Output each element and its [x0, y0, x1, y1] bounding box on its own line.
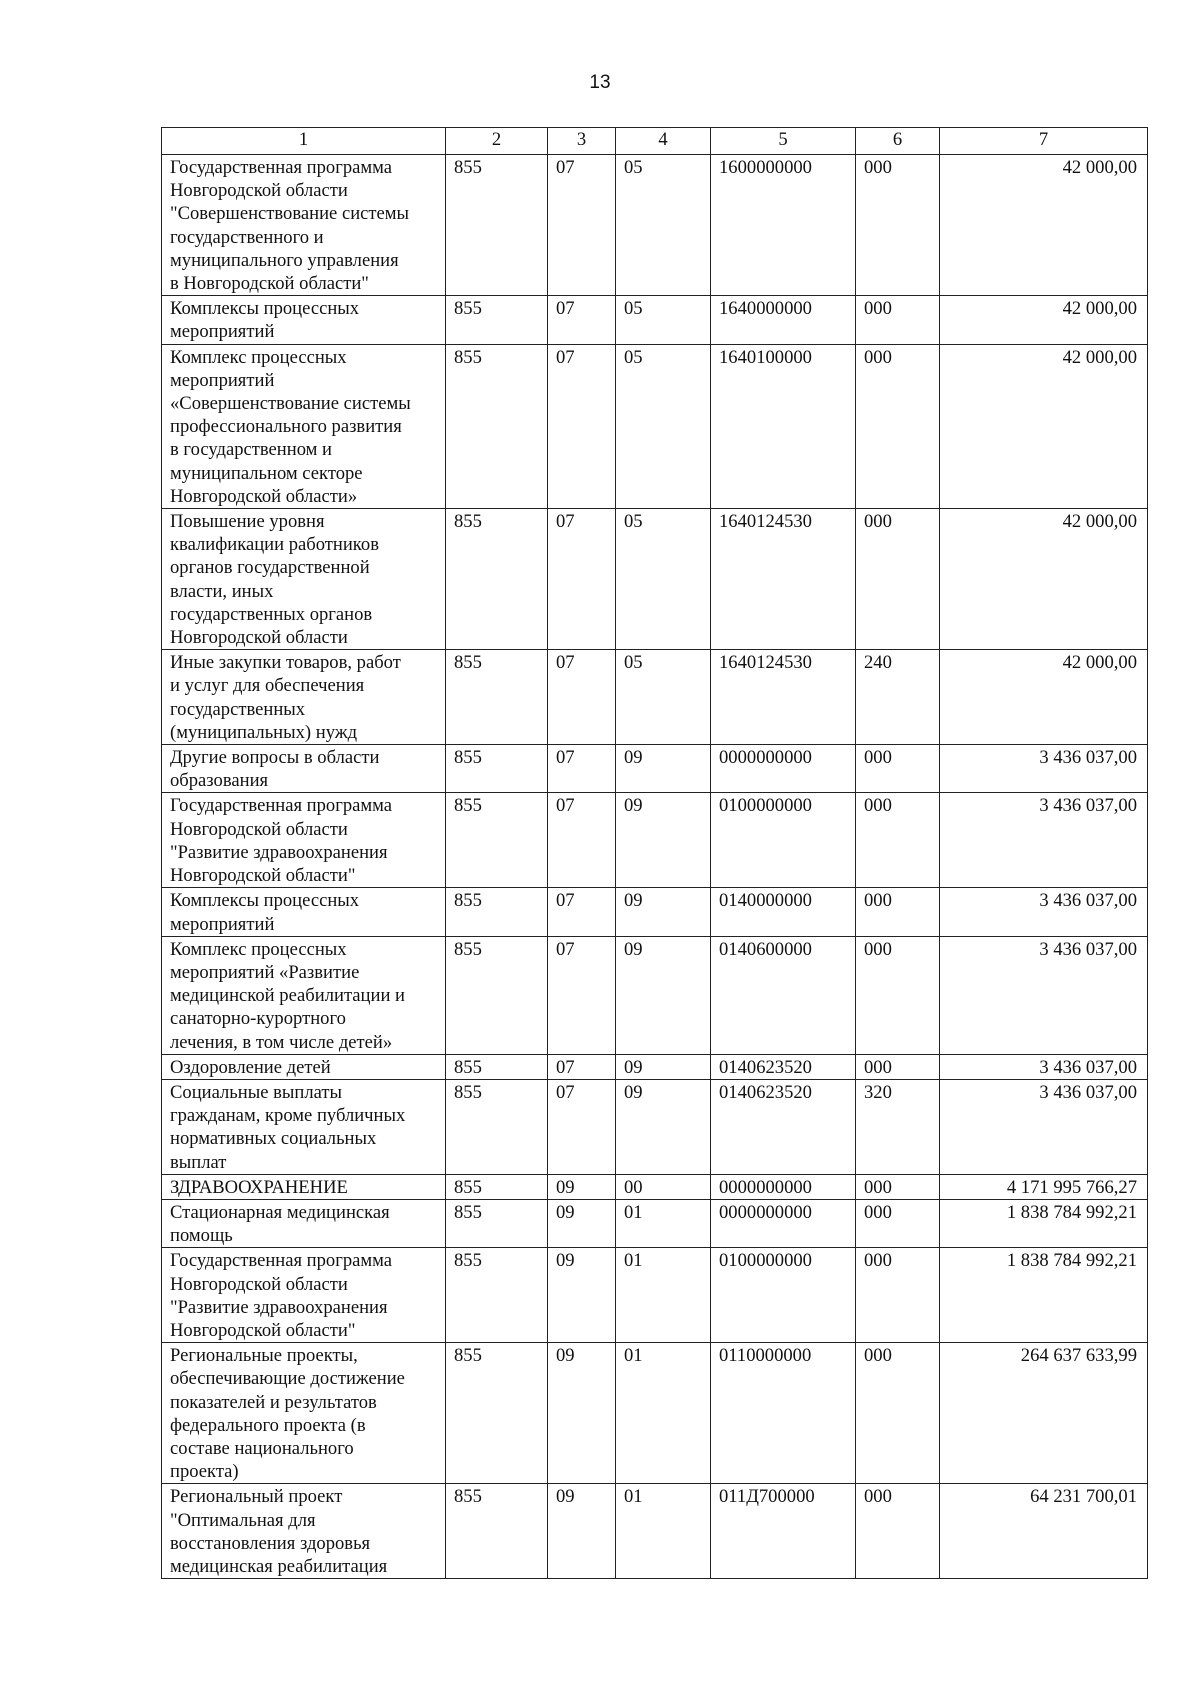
column-header: 6	[856, 128, 940, 155]
expense-type-cell: 000	[856, 1484, 940, 1579]
section-code-cell: 09	[548, 1343, 616, 1484]
subsection-code-cell: 09	[616, 1079, 711, 1174]
column-header: 7	[940, 128, 1148, 155]
department-code-cell: 855	[446, 344, 548, 508]
subsection-code-cell: 05	[616, 344, 711, 508]
item-name-cell: Государственная программа Новгородской области "Совершенствование системы государственного и муниципального управления в Новгородской области"	[162, 155, 446, 296]
department-code-cell: 855	[446, 936, 548, 1054]
expense-type-cell: 000	[856, 936, 940, 1054]
item-name-cell: Региональный проект "Оптимальная для восстановления здоровья медицинская реабилитация	[162, 1484, 446, 1579]
item-name-cell: Комплекс процессных мероприятий «Развитие медицинской реабилитации и санаторно-курортного лечения, в том числе детей»	[162, 936, 446, 1054]
item-name-cell: Социальные выплаты гражданам, кроме публичных нормативных социальных выплат	[162, 1079, 446, 1174]
expense-type-cell: 000	[856, 509, 940, 650]
amount-cell: 264 637 633,99	[940, 1343, 1148, 1484]
column-header: 3	[548, 128, 616, 155]
subsection-code-cell: 01	[616, 1248, 711, 1343]
subsection-code-cell: 05	[616, 296, 711, 344]
table-row	[162, 650, 1148, 745]
amount-cell: 3 436 037,00	[940, 793, 1148, 888]
table-row	[162, 745, 1148, 793]
amount-cell: 3 436 037,00	[940, 936, 1148, 1054]
department-code-cell: 855	[446, 650, 548, 745]
table-row	[162, 888, 1148, 936]
department-code-cell: 855	[446, 745, 548, 793]
department-code-cell: 855	[446, 296, 548, 344]
subsection-code-cell: 09	[616, 936, 711, 1054]
expense-type-cell: 000	[856, 1054, 940, 1079]
item-name-cell: Стационарная медицинская помощь	[162, 1199, 446, 1247]
department-code-cell: 855	[446, 1343, 548, 1484]
subsection-code-cell: 05	[616, 650, 711, 745]
subsection-code-cell: 01	[616, 1343, 711, 1484]
section-code-cell: 07	[548, 936, 616, 1054]
target-article-cell: 1640124530	[711, 509, 856, 650]
target-article-cell: 0100000000	[711, 793, 856, 888]
column-header: 1	[162, 128, 446, 155]
item-name-cell: Комплексы процессных мероприятий	[162, 296, 446, 344]
item-name-cell: Повышение уровня квалификации работников органов государственной власти, иных государственных органов Новгородской области	[162, 509, 446, 650]
amount-cell: 4 171 995 766,27	[940, 1174, 1148, 1199]
target-article-cell: 0000000000	[711, 1199, 856, 1247]
subsection-code-cell: 05	[616, 155, 711, 296]
subsection-code-cell: 00	[616, 1174, 711, 1199]
column-header: 2	[446, 128, 548, 155]
department-code-cell: 855	[446, 1079, 548, 1174]
table-row	[162, 1079, 1148, 1174]
expense-type-cell: 000	[856, 745, 940, 793]
expense-type-cell: 000	[856, 344, 940, 508]
target-article-cell: 0140000000	[711, 888, 856, 936]
section-code-cell: 07	[548, 155, 616, 296]
department-code-cell: 855	[446, 1248, 548, 1343]
amount-cell: 42 000,00	[940, 296, 1148, 344]
amount-cell: 42 000,00	[940, 155, 1148, 296]
expense-type-cell: 000	[856, 1199, 940, 1247]
table-row	[162, 296, 1148, 344]
column-header: 4	[616, 128, 711, 155]
department-code-cell: 855	[446, 1484, 548, 1579]
target-article-cell: 1640124530	[711, 650, 856, 745]
target-article-cell: 0140623520	[711, 1054, 856, 1079]
target-article-cell: 0110000000	[711, 1343, 856, 1484]
amount-cell: 42 000,00	[940, 650, 1148, 745]
subsection-code-cell: 09	[616, 1054, 711, 1079]
subsection-code-cell: 01	[616, 1199, 711, 1247]
amount-cell: 3 436 037,00	[940, 1054, 1148, 1079]
target-article-cell: 0140600000	[711, 936, 856, 1054]
expense-type-cell: 000	[856, 155, 940, 296]
item-name-cell: Региональные проекты, обеспечивающие достижение показателей и результатов федерального проекта (в составе национального проекта)	[162, 1343, 446, 1484]
target-article-cell: 0140623520	[711, 1079, 856, 1174]
expense-type-cell: 320	[856, 1079, 940, 1174]
table-row	[162, 1484, 1148, 1579]
item-name-cell: Оздоровление детей	[162, 1054, 446, 1079]
section-code-cell: 07	[548, 1054, 616, 1079]
column-number-header-row	[162, 128, 1148, 155]
item-name-cell: Другие вопросы в области образования	[162, 745, 446, 793]
department-code-cell: 855	[446, 793, 548, 888]
amount-cell: 64 231 700,01	[940, 1484, 1148, 1579]
section-code-cell: 07	[548, 650, 616, 745]
section-code-cell: 07	[548, 888, 616, 936]
table-row	[162, 1248, 1148, 1343]
amount-cell: 1 838 784 992,21	[940, 1248, 1148, 1343]
department-code-cell: 855	[446, 155, 548, 296]
table-row	[162, 1054, 1148, 1079]
section-code-cell: 09	[548, 1248, 616, 1343]
table-row	[162, 1174, 1148, 1199]
department-code-cell: 855	[446, 1054, 548, 1079]
section-code-cell: 07	[548, 1079, 616, 1174]
expense-type-cell: 000	[856, 888, 940, 936]
target-article-cell: 1640100000	[711, 344, 856, 508]
item-name-cell: Комплексы процессных мероприятий	[162, 888, 446, 936]
item-name-cell: ЗДРАВООХРАНЕНИЕ	[162, 1174, 446, 1199]
table-row	[162, 344, 1148, 508]
expense-type-cell: 000	[856, 296, 940, 344]
department-code-cell: 855	[446, 1174, 548, 1199]
amount-cell: 3 436 037,00	[940, 888, 1148, 936]
amount-cell: 42 000,00	[940, 344, 1148, 508]
target-article-cell: 1640000000	[711, 296, 856, 344]
expense-type-cell: 000	[856, 1343, 940, 1484]
expense-type-cell: 000	[856, 793, 940, 888]
department-code-cell: 855	[446, 509, 548, 650]
item-name-cell: Иные закупки товаров, работ и услуг для обеспечения государственных (муниципальных) нужд	[162, 650, 446, 745]
target-article-cell: 1600000000	[711, 155, 856, 296]
item-name-cell: Государственная программа Новгородской области "Развитие здравоохранения Новгородской области"	[162, 1248, 446, 1343]
amount-cell: 1 838 784 992,21	[940, 1199, 1148, 1247]
target-article-cell: 0100000000	[711, 1248, 856, 1343]
subsection-code-cell: 01	[616, 1484, 711, 1579]
table-row	[162, 1199, 1148, 1247]
subsection-code-cell: 09	[616, 793, 711, 888]
page-number: 13	[589, 72, 611, 93]
subsection-code-cell: 09	[616, 888, 711, 936]
expense-type-cell: 000	[856, 1174, 940, 1199]
column-header: 5	[711, 128, 856, 155]
expense-type-cell: 000	[856, 1248, 940, 1343]
section-code-cell: 07	[548, 509, 616, 650]
target-article-cell: 0000000000	[711, 1174, 856, 1199]
amount-cell: 3 436 037,00	[940, 1079, 1148, 1174]
section-code-cell: 07	[548, 344, 616, 508]
section-code-cell: 09	[548, 1174, 616, 1199]
table-row	[162, 936, 1148, 1054]
expense-type-cell: 240	[856, 650, 940, 745]
section-code-cell: 07	[548, 793, 616, 888]
target-article-cell: 011Д700000	[711, 1484, 856, 1579]
section-code-cell: 07	[548, 296, 616, 344]
item-name-cell: Государственная программа Новгородской области "Развитие здравоохранения Новгородской области"	[162, 793, 446, 888]
amount-cell: 42 000,00	[940, 509, 1148, 650]
section-code-cell: 09	[548, 1199, 616, 1247]
department-code-cell: 855	[446, 888, 548, 936]
subsection-code-cell: 05	[616, 509, 711, 650]
table-row	[162, 155, 1148, 296]
department-code-cell: 855	[446, 1199, 548, 1247]
item-name-cell: Комплекс процессных мероприятий «Совершенствование системы профессионального развития в государственном и муниципальном секторе Новгородской области»	[162, 344, 446, 508]
section-code-cell: 09	[548, 1484, 616, 1579]
subsection-code-cell: 09	[616, 745, 711, 793]
amount-cell: 3 436 037,00	[940, 745, 1148, 793]
table-row	[162, 509, 1148, 650]
target-article-cell: 0000000000	[711, 745, 856, 793]
section-code-cell: 07	[548, 745, 616, 793]
table-row	[162, 793, 1148, 888]
budget-table	[161, 127, 1148, 1579]
table-row	[162, 1343, 1148, 1484]
